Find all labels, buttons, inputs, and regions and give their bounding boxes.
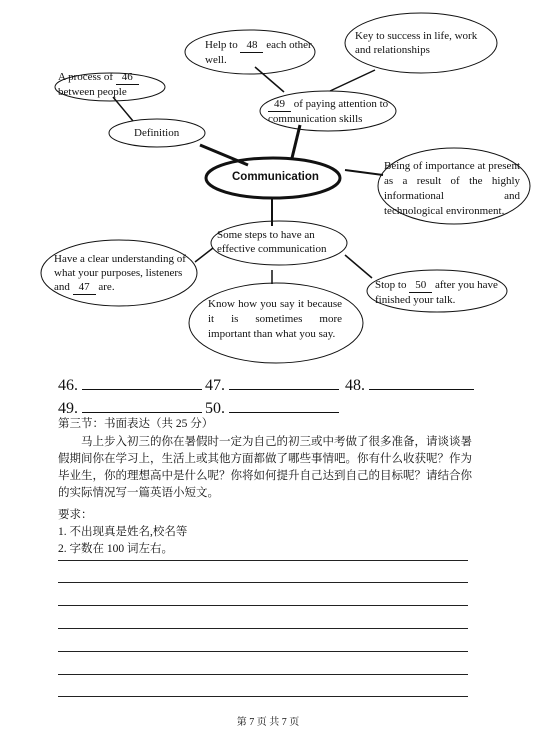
answer-46[interactable] [58,377,202,395]
process-text: A process of [58,71,113,83]
blank-48: 48 [240,38,263,53]
answer-49-line[interactable] [82,402,202,413]
key-node: Key to success in life, work and relationships [355,30,478,56]
page-footer: 第 7 页 共 7 页 [236,717,300,728]
writing-line[interactable] [58,628,468,629]
writing-line[interactable] [58,605,468,606]
stop-text: Stop to [375,279,407,291]
answer-47-line[interactable] [229,379,339,390]
help-text: Help to [205,39,238,51]
center-node: Communication [232,171,319,183]
clear-node [54,252,190,295]
writing-prompt: 马上步入初三的你在暑假时一定为自己的初三或中考做了很多准备，请谈谈暑假期间你在学习上，生活上或其他方面都做了哪些事情吧。你有什么收获呢？作为毕业生，你的理想高中是什么呢？你将如何提升自己达到自己的目标呢？请结合你的实际情况写一篇英语小短文。 [58,436,472,499]
help-node [205,38,317,67]
answer-47[interactable] [205,377,339,395]
paying-text: of paying attention to communication skills [268,98,389,125]
answer-48[interactable] [345,377,474,395]
blank-47: 47 [73,280,96,295]
answer-46-line[interactable] [82,379,202,390]
clear-text-end: are. [98,281,115,293]
steps-node: Some steps to have an effective communication [217,229,327,255]
blank-49: 49 [268,97,291,112]
importance-node: Being of importance at present as a result of the highly informational and technological environment. [384,160,520,217]
answer-49-label: 49. [58,400,78,417]
requirement-2: 2. 字数在 100 词左右。 [58,543,173,555]
stop-node [375,278,503,307]
stop-text-end: after you have finished your talk. [375,279,498,306]
writing-line[interactable] [58,560,468,561]
process-node [58,70,168,99]
blank-46: 46 [116,70,139,85]
process-text-end: between people [58,86,127,98]
help-text-end: each other well. [205,39,312,66]
answer-50-label: 50. [205,400,225,417]
communication-mind-map [0,0,536,372]
requirements-title: 要求： [58,509,93,521]
answer-46-label: 46. [58,377,78,394]
know-node: Know how you say it because it is sometimes more important than what you say. [208,298,342,340]
answer-50-line[interactable] [229,402,339,413]
clear-text: Have a clear understanding of what your purposes, listeners and [54,253,186,293]
writing-line[interactable] [58,582,468,583]
requirement-1: 1. 不出现真是姓名,校名等 [58,526,188,538]
writing-heading: 第三节：书面表达（共 25 分） [58,418,214,430]
answer-48-label: 48. [345,377,365,394]
definition-node: Definition [134,127,180,139]
writing-line[interactable] [58,696,468,697]
paying-node [268,97,398,126]
blank-50: 50 [409,278,432,293]
writing-line[interactable] [58,674,468,675]
answer-47-label: 47. [205,377,225,394]
writing-line[interactable] [58,651,468,652]
answer-48-line[interactable] [369,379,474,390]
